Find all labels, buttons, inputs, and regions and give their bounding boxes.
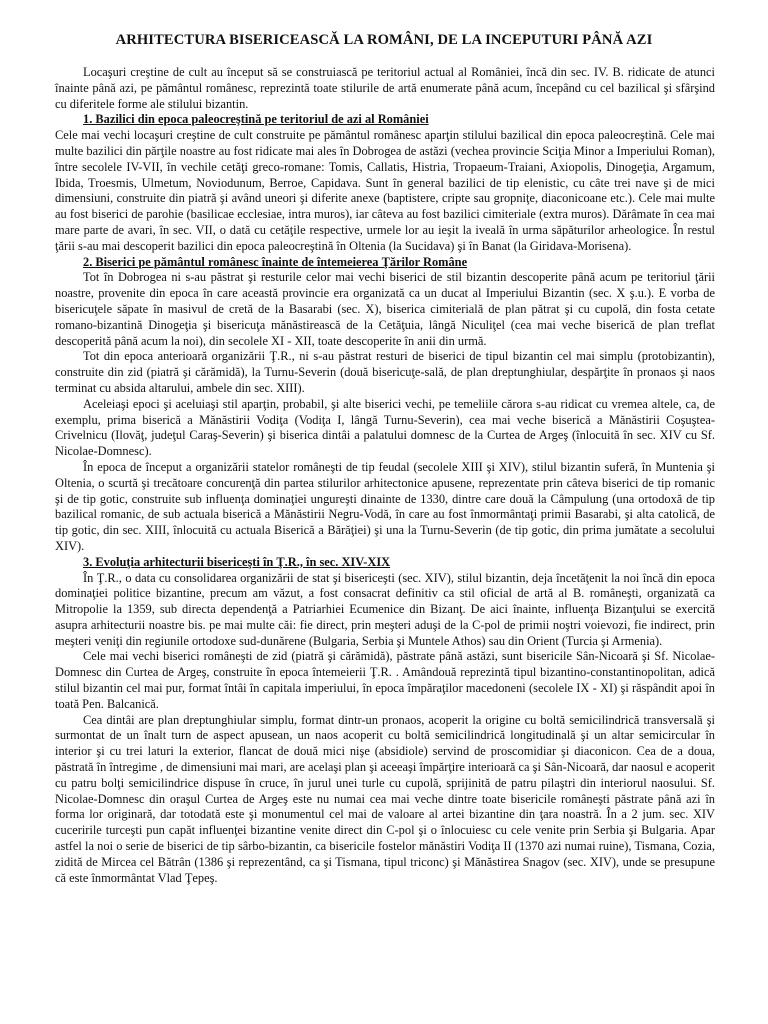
section-2-paragraph: Tot în Dobrogea ni s-au păstrat şi resturile celor mai vechi biserici de stil bizantin descoperite până acum pe teritoriul ţării noastre, provenite din epoca în care această provincie era organizată ca un ducat al Imperiului Bizantin (sec. X ş.u.). E vorba de bisericuţele săpate în masivul de cretă de la Basarabi (sec. X), biserica cimiterială de plan pătrat şi cu cupolă, din fosta cetate romano-bizantină Dinogeţia şi bisericuţa mănăstirească de la Cetăţuia, lângă Niculiţel (cea mai veche biserică de plan treflat descoperită până acum la noi), din secolele XI - XII, toate descoperite în anii din urmă.	[55, 270, 715, 348]
section-2-heading: 2. Biserici pe pământul românesc înainte de întemeierea Ţărilor Române	[83, 254, 468, 269]
section-1-paragraph: Cele mai vechi locaşuri creştine de cult construite pe pământul românesc aparţin stilului bazilical din epoca paleocreştină. Cele mai multe bazilici din părţile noastre au fost ridicate mai ales în Dobrogea de astăzi (vechea provincie Sciţia Minor a Imperiului Roman), între secolele IV-VII, în vechile cetăţi greco-romane: Tomis, Callatis, Histria, Tropaeum-Traiani, Axiopolis, Dinogeţia, Argamum, Ibida, Troesmis, Ulmetum, Noviodunum, Berroe, Capidava. Sunt în general bazilici de tip elenistic, cu câte trei nave şi de mici dimensiuni, construite din piatră şi având uneori şi diferite anexe (baptistere, cripte sau gropniţe, diaconicoane etc.). Cele mai multe au fost biserici de parohie (basilicae ecclesiae, intra muros), iar câteva au fost bazilici cimiteriale (extra muros). Dărâmate în cea mai mare parte de avari, în sec. VII, o dată cu cetăţile respective, urmele lor au ieşit la iveală în urma săpăturilor arheologice. În restul ţării s-au mai descoperit bazilici din epoca paleocreştină în Oltenia (la Sucidava) şi în Banat (la Giridava-Morisena).	[55, 128, 715, 253]
section-3-paragraph: În Ţ.R., o data cu consolidarea organizării de stat şi bisericeşti (sec. XIV), stilul bizantin, deja încetăţenit la noi încă din epoca dominaţiei politice bizantine, precum am văzut, a fost consacrat definitiv ca stil oficial de artă al B. româneşti, organizată ca Mitropolie la 1359, sub directa dependenţă a Patriarhiei Ecumenice din Bizanţ. De aici înainte, influenţa Bizanţului se exercită asupra arhitecturii noastre bis. pe mai multe căi: fie direct, prin meşteri aduşi de la C-pol de primii noştri voievozi, fie indirect, prin meşteri veniţi din regiunile ortodoxe sud-dunărene (Bulgaria, Serbia şi Muntele Athos) sau din Orient (Turcia şi Armenia).	[55, 570, 715, 648]
document-body	[55, 65, 715, 886]
section-3-paragraph: Cele mai vechi biserici româneşti de zid (piatră şi cărămidă), păstrate până astăzi, sunt bisericile Sân-Nicoară şi Sf. Nicolae-Domnesc din Curtea de Argeş, construite în epoca întemeierii Ţ.R. . Amândouă reprezintă tipul bizantino-constantinopolitan, adică stilul bizantin cel mai pur, format întâi în capitala imperiului, în epoca împăraţilor macedoneni (secolele IX - XI) şi răspândit apoi în toată Pen. Balcanică.	[55, 649, 715, 711]
section-3-heading: 3. Evoluţia arhitecturii bisericeşti în Ţ.R., în sec. XIV-XIX	[83, 554, 391, 569]
section-1-heading: 1. Bazilici din epoca paleocreştină pe teritoriul de azi al României	[83, 112, 429, 127]
section-2-paragraph: Aceleiaşi epoci şi aceluiaşi stil aparţin, probabil, şi alte biserici vechi, pe temeliile cărora s-au ridicat cu vremea altele, ca, de exemplu, prima biserică a Mănăstirii Vodiţa (Vodiţa I, lângă Turnu-Severin), cea mai veche biserică a Mănăstirii Coşuştea-Crivelnicu (Ilovăţ, judeţul Caraş-Severin) şi biserica dintâi a palatului domnesc de la Curtea de Argeş (înlocuită în sec. XIV cu Sf. Nicolae-Domnesc).	[55, 396, 715, 459]
section-3-paragraph: Cea dintâi are plan dreptunghiular simplu, format dintr-un pronaos, acoperit la origine cu boltă semicilindrică transversală şi surmontat de un înalt turn de aspect apusean, un naos acoperit cu boltă semicilindrică longitudinală şi un altar semicircular în interior şi cu trei laturi la exterior, flancat de două mici nişe (absidiole) servind de proscomidiar şi diaconicon. Cea de a doua, păstrată în întregime , de dimensiuni mai mari, are acelaşi plan şi aceeaşi împărţire interioară ca şi Sân-Nicoară, dar naosul e acoperit cu patru bolţi semicilindrice dispuse în cruce, în jurul unei turle cu cupolă, sprijinită de patru pilaştri din interiorul naosului. Sf. Nicolae-Domnesc din oraşul Curtea de Argeş este nu numai cea mai veche dintre toate bisericile româneşti păstrate până azi în forma lor originară, dar totodată este şi monumentul cel mai de valoare al artei bizantine din ţara noastră. În a 2 jum. sec. XIV cuceririle turceşti pun capăt influenţei bizantine venite direct din C-pol şi o înlocuiesc cu cele venite prin Serbia şi Bulgaria. Apar astfel la noi o serie de biserici de tip sârbo-bizantin, ca bisericile fostelor mănăstiri Vodiţa II (1370 azi numai ruine), Tismana, Cozia, zidită de Mircea cel Bătrân (1386 şi reprezentând, ca şi Tismana, tipul triconc) şi Mănăstirea Snagov (sec. XIV), unde se presupune că este înmormântat Vlad Ţepeş.	[55, 712, 715, 885]
section-2-paragraph: În epoca de început a organizării statelor româneşti de tip feudal (secolele XIII şi XIV), stilul bizantin suferă, în Muntenia şi Oltenia, o scurtă şi trecătoare concurenţă din partea stilurilor arhitectonice apusene, reprezentate prin câteva biserici de tip romanic şi de tip gotic, construite sub influenţa dominaţiei ungureşti dinainte de 1330, dintre care două la Câmpulung (una ortodoxă de tip bazilical romanic, de sub actuala biserică a Mănăstirii Negru-Vodă, în care au fost înmormântaţi primii Basarabi, şi alta catolică, de tip gotic, din sec. XIII, înlocuită cu actuala Biserică a Bărăţiei) şi una la Turnu-Severin (de tip gotic, din prima jumătate a secolului XIV).	[55, 459, 715, 553]
section-2-paragraph: Tot din epoca anterioară organizării Ţ.R., ni s-au păstrat resturi de biserici de tipul bizantin cel mai simplu (protobizantin), construite din zid (piatră şi cărămidă), la Turnu-Severin (două bisericuţe-sală, de plan dreptunghiular, despărţite în pronaos şi naos terminat cu absida altarului, ambele din sec. XIII).	[55, 349, 715, 395]
intro-paragraph: Locaşuri creştine de cult au început să se construiască pe teritoriul actual al României, încă din sec. IV. B. ridicate de atunci înainte până azi, pe pământul românesc, reprezintă toate stilurile de artă enumerate până acum, începând cu cel bazilical şi sfârşind cu diferitele forme ale stilului bizantin.	[55, 65, 715, 111]
document-title: ARHITECTURA BISERICEASCĂ LA ROMÂNI, DE LA INCEPUTURI PÂNĂ AZI	[115, 32, 653, 48]
